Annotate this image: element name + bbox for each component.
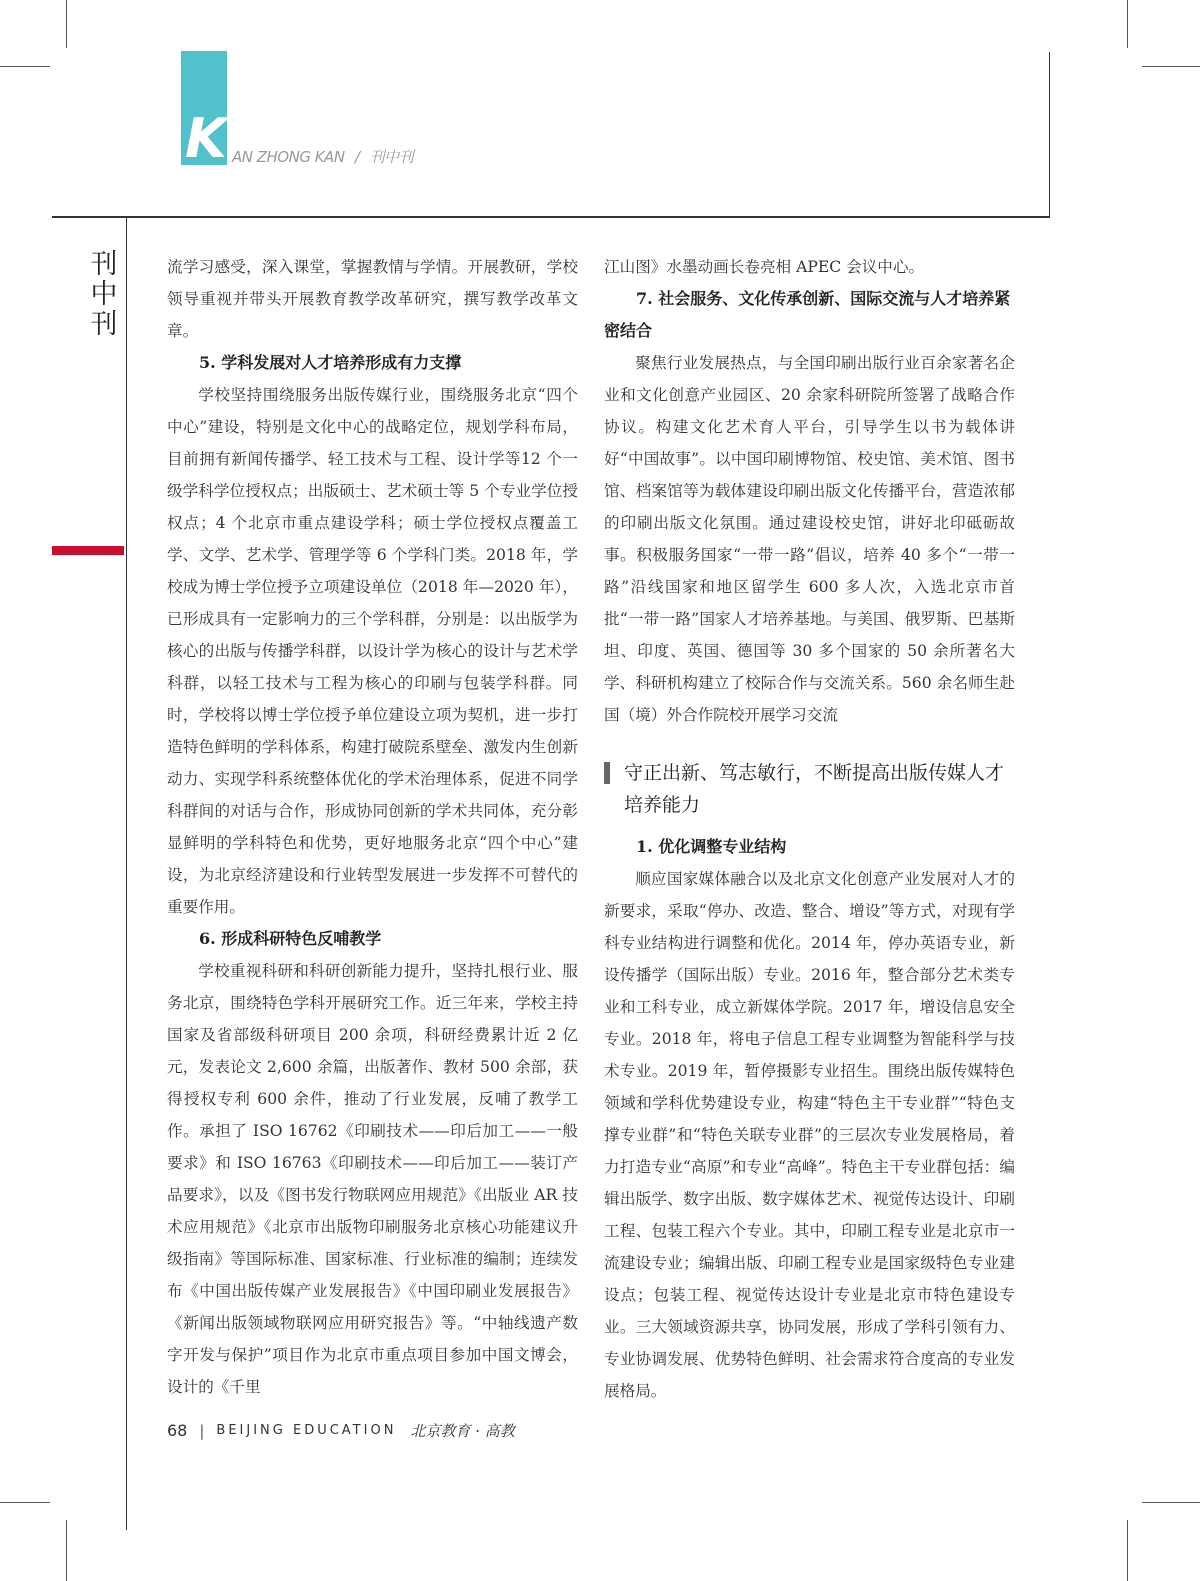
footer (167, 1420, 515, 1441)
kan-text: AN ZHONG KAN (232, 148, 345, 166)
red-accent-bar (52, 546, 124, 555)
publication-name-cn: 北京教育 · 高教 (410, 1422, 515, 1440)
crop-mark (1127, 1520, 1128, 1581)
section-label (86, 250, 122, 340)
left-column (167, 251, 578, 1403)
crop-mark (1127, 0, 1128, 48)
paragraph: 学校重视科研和科研创新能力提升，坚持扎根行业、服务北京，围绕特色学科开展研究工作。近三年来，学校主持国家及省部级科研项目 200 余项，科研经费累计近 2 亿元，发表论文 2,600 余篇，出版著作、教材 500 余部，获得授权专利 600 余件，推动了行业发展，反哺了教学工作。承担了 ISO 16762《印刷技术——印后加工——一般要求》和 ISO 16763《印刷技术——印后加工——装订产品要求》，以及《图书发行物联网应用规范》《出版业 AR 技术应用规范》《北京市出版物印刷服务北京核心功能建议升级指南》等国际标准、国家标准、行业标准的编制；连续发布《中国出版传媒产业发展报告》《中国印刷业发展报告》《新闻出版领域物联网应用研究报告》等。“中轴线遗产数字开发与保护”项目作为北京市重点项目参加中国文博会，设计的《千里 (167, 962, 578, 1396)
crop-mark (1142, 1502, 1200, 1503)
right-column (604, 251, 1015, 1407)
section-char: 中 (90, 279, 118, 310)
crop-mark (0, 1502, 50, 1503)
subheading: 1. 优化调整专业结构 (636, 837, 787, 856)
paragraph: 流学习感受，深入课堂，掌握教情与学情。开展教研，学校领导重视并带头开展教育教学改革研究，撰写教学改革文章。 (167, 258, 578, 340)
publication-name: BEIJING EDUCATION (216, 1423, 397, 1438)
crop-mark (66, 1520, 67, 1581)
section-heading-text: 守正出新、笃志敏行，不断提高出版传媒人才培养能力 (624, 762, 1005, 816)
right-header-rule (1049, 52, 1050, 218)
kan-separator: / (354, 148, 360, 166)
kan-zhong-kan-label (232, 146, 413, 167)
paragraph: 学校坚持围绕服务出版传媒行业，围绕服务北京“四个中心”建设，特别是文化中心的战略定位，规划学科布局，目前拥有新闻传播学、轻工技术与工程、设计学等12 个一级学科学位授权点；出版硕士、艺术硕士等 5 个专业学位授权点；4 个北京市重点建设学科；硕士学位授权点覆盖工学、文学、艺术学、管理学等 6 个学科门类。2018 年，学校成为博士学位授予立项建设单位（2018 年—2020 年），已形成具有一定影响力的三个学科群，分别是：以出版学为核心的出版与传播学科群，以设计学为核心的设计与艺术学科群，以轻工技术与工程为核心的印刷与包装学科群。同时，学校将以博士学位授予单位建设立项为契机，进一步打造特色鲜明的学科体系，构建打破院系壁垒、激发内生创新动力、实现学科系统整体优化的学术治理体系，促进不同学科群间的对话与合作，形成协同创新的学术共同体，充分彰显鲜明的学科特色和优势，更好地服务北京“四个中心”建设，为北京经济建设和行业转型发展进一步发挥不可替代的重要作用。 (167, 386, 578, 916)
section-char: 刊 (90, 309, 118, 340)
footer-separator: | (199, 1421, 205, 1440)
section-heading (604, 757, 1015, 821)
crop-mark (66, 0, 67, 48)
crop-mark (1142, 66, 1200, 67)
section-heading-bar (604, 762, 610, 784)
kan-cn: 刊中刊 (369, 148, 414, 166)
logo-letter: K (185, 107, 227, 170)
header-rule (52, 216, 1050, 218)
left-margin-rule (126, 218, 127, 1530)
paragraph: 顺应国家媒体融合以及北京文化创意产业发展对人才的新要求，采取“停办、改造、整合、增设”等方式，对现有学科专业结构进行调整和优化。2014 年，停办英语专业，新设传播学（国际出版）专业。2016 年，整合部分艺术类专业和工科专业，成立新媒体学院。2017 年，增设信息安全专业。2018 年，将电子信息工程专业调整为智能科学与技术专业。2019 年，暂停摄影专业招生。围绕出版传媒特色领域和学科优势建设专业，构建“特色主干专业群”“特色支撑专业群”和“特色关联专业群”的三层次专业发展格局，着力打造专业“高原”和专业“高峰”。特色主干专业群包括：编辑出版学、数字出版、数字媒体艺术、视觉传达设计、印刷工程、包装工程六个专业。其中，印刷工程专业是北京市一流建设专业；编辑出版、印刷工程专业是国家级特色专业建设点；包装工程、视觉传达设计专业是北京市特色建设专业。三大领域资源共享，协同发展，形成了学科引领有力、专业协调发展、优势特色鲜明、社会需求符合度高的专业发展格局。 (604, 870, 1015, 1400)
subheading: 6. 形成科研特色反哺教学 (199, 929, 382, 948)
paragraph: 江山图》水墨动画长卷亮相 APEC 会议中心。 (604, 258, 925, 276)
subheading: 7. 社会服务、文化传承创新、国际交流与人才培养紧密结合 (604, 289, 1011, 340)
paragraph: 聚焦行业发展热点，与全国印刷出版行业百余家著名企业和文化创意产业园区、20 余家科研院所签署了战略合作协议。构建文化艺术育人平台，引导学生以书为载体讲好“中国故事”。以中国印刷博物馆、校史馆、美术馆、图书馆、档案馆等为载体建设印刷出版文化传播平台，营造浓郁的印刷出版文化氛围。通过建设校史馆，讲好北印砥砺故事。积极服务国家“一带一路”倡议，培养 40 多个“一带一路”沿线国家和地区留学生 600 多人次，入选北京市首批“一带一路”国家人才培养基地。与美国、俄罗斯、巴基斯坦、印度、英国、德国等 30 多个国家的 50 余所著名大学、科研机构建立了校际合作与交流关系。560 余名师生赴国（境）外合作院校开展学习交流 (604, 354, 1015, 724)
section-char: 刊 (90, 249, 118, 280)
subheading: 5. 学科发展对人才培养形成有力支撑 (199, 353, 462, 372)
crop-mark (0, 66, 50, 67)
page-number: 68 (167, 1421, 188, 1440)
